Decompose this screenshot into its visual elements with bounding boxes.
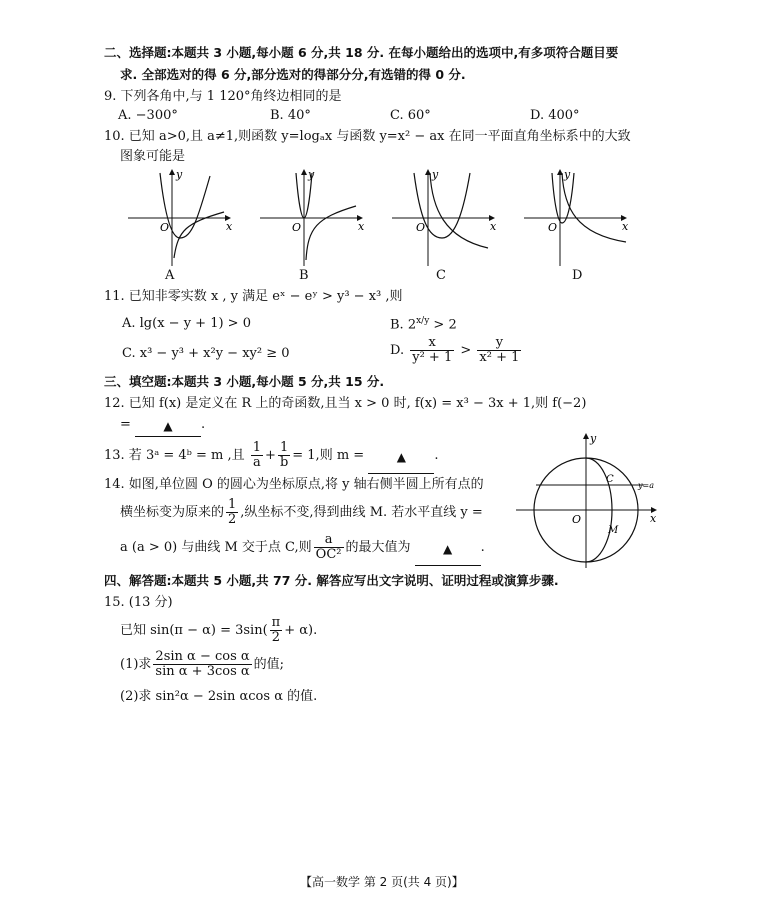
q9-stem: 9. 下列各角中,与 1 120°角终边相同的是 [104,89,342,104]
graph-label-c: C [436,268,446,283]
graph-c [392,168,497,266]
svg-text:x: x [358,220,365,233]
page-footer: 【高一数学 第 2 页(共 4 页)】 [300,875,464,889]
graph-label-a: A [165,268,175,283]
q11-option-c: C. x³ − y³ + x²y − xy² ≥ 0 [122,346,290,361]
q14-figure [514,430,664,570]
graph-label-b: B [299,268,309,283]
q9-option-b: B. 40° [270,108,311,123]
q15-part2: (2)求 sin²α − 2sin αcos α 的值. [120,689,318,704]
svg-text:y: y [432,168,439,181]
graph-a-x-label: x [226,220,233,233]
svg-text:x: x [490,220,497,233]
q14-line3: a (a > 0) 与曲线 M 交于点 C,则 $\frac{a}{\text{OC²}}$ 的最大值为 ▲ . [120,532,485,564]
fig-origin: O [572,513,582,526]
svg-text:O: O [416,221,426,234]
svg-text:y: y [564,168,571,181]
q12-line2: = ▲ . [120,415,205,435]
svg-text:y: y [308,168,315,181]
svg-text:O: O [292,221,302,234]
q14-line2: 横坐标变为原来的 $\frac{1}{2}$ ,纵坐标不变,得到曲线 M. 若水平直线 y = [120,497,483,527]
graph-b [260,168,365,266]
q9-option-d: D. 400° [530,108,580,123]
q10-stem-line2: 图象可能是 [120,149,186,164]
fig-line-label: y=a [638,481,654,490]
q11-stem: 11. 已知非零实数 x , y 满足 eˣ − eʸ > y³ − x³ ,则 [104,289,403,304]
q14-answer-blank: ▲ [415,534,481,566]
fig-x-label: x [650,512,657,525]
q10-stem-line1: 10. 已知 a>0,且 a≠1,则函数 y=logₐx 与函数 y=x² − ax 在同一平面直角坐标系中的大致 [104,129,631,144]
q13: 13. 若 3ᵃ = 4ᵇ = m ,且 $\frac{1}{a}$ + $\frac{1}{b}$ = 1,则 m = ▲ . [104,440,438,472]
fig-y-label: y [590,432,597,445]
q12-line1: 12. 已知 f(x) 是定义在 R 上的奇函数,且当 x > 0 时, f(x) = x³ − 3x + 1,则 f(−2) [104,396,587,411]
q15-title: 15. (13 分) [104,595,173,610]
graph-a [128,168,233,266]
q15-given: 已知 sin(π − α) = 3sin( $\frac{\pi}{2}$ + α). [120,615,318,645]
section2-header-line2: 求. 全部选对的得 6 分,部分选对的得部分分,有选错的得 0 分. [120,67,466,82]
section2-header-line1: 二、选择题:本题共 3 小题,每小题 6 分,共 18 分. 在每小题给出的选项中,有多项符合题目要 [104,45,619,60]
q12-answer-blank: ▲ [135,417,201,437]
fig-curve-m: M [608,525,619,536]
q9-option-c: C. 60° [390,108,431,123]
graph-a-origin: O [160,221,170,234]
section3-header: 三、填空题:本题共 3 小题,每小题 5 分,共 15 分. [104,374,385,389]
svg-text:O: O [548,221,558,234]
q9-option-a: A. −300° [118,108,178,123]
section4-header: 四、解答题:本题共 5 小题,共 77 分. 解答应写出文字说明、证明过程或演算步骤. [104,573,559,588]
q11-option-d: D. $\frac{x}{\text{y² + 1}}$ > $\frac{y}{\text{x² + 1}}$ [390,335,520,365]
graph-d [524,168,629,266]
fig-point-c: C [606,474,614,485]
q13-answer-blank: ▲ [368,442,434,474]
q10-graphs [120,168,640,268]
q11-option-b: B. $2^{x/y} > 2$ [390,316,457,333]
graph-label-d: D [572,268,583,283]
q11-option-a: A. lg(x − y + 1) > 0 [122,316,251,331]
q15-part1: (1)求 $\frac{\text{2sin α − cos α}}{\text{sin α + 3cos α}}$ 的值; [120,649,285,679]
svg-text:x: x [622,220,629,233]
graph-a-y-label: y [176,168,183,181]
q14-line1: 14. 如图,单位圆 O 的圆心为坐标原点,将 y 轴右侧半圆上所有点的 [104,477,484,492]
